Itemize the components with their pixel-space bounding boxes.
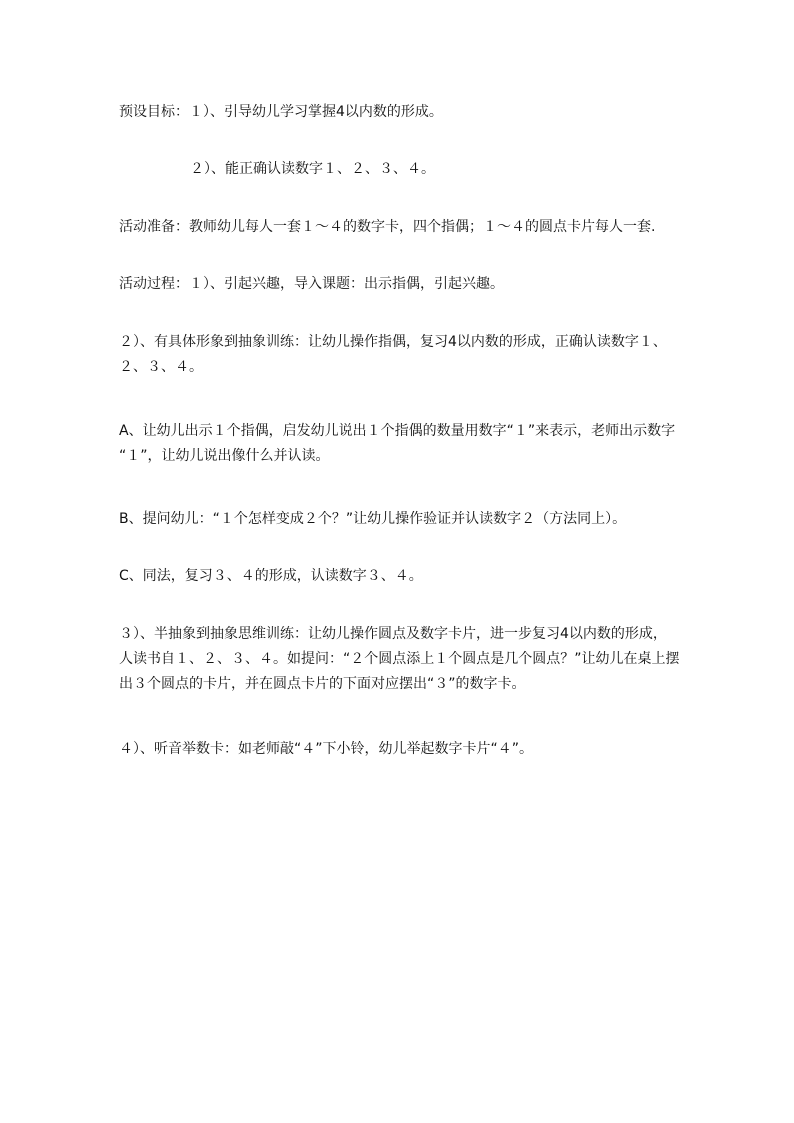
preparation-paragraph: [119, 215, 679, 240]
process-paragraph-4: [119, 737, 679, 762]
text-line: 活动准备：教师幼儿每人一套１～４的数字卡，四个指偶；１～４的圆点卡片每人一套.: [119, 219, 656, 235]
process-paragraph-2: [119, 330, 679, 380]
goal-paragraph-1: [119, 100, 679, 125]
text-line: ４）、听音举数卡：如老师敲“４”下小铃，幼儿举起数字卡片“４”。: [119, 741, 534, 757]
text-line: “１”，让幼儿说出像什么并认读。: [119, 448, 330, 464]
step-b-paragraph: [119, 507, 679, 532]
step-a-paragraph: [119, 419, 679, 469]
text-line: 人读书自１、２、３、４。如提问：“２个圆点添上１个圆点是几个圆点？”让幼儿在桌上摆: [119, 651, 680, 667]
text-line: 出３个圆点的卡片，并在圆点卡片的下面对应摆出“３”的数字卡。: [119, 676, 526, 692]
text-line: B、提问幼儿：“１个怎样变成２个？”让幼儿操作验证并认读数字２（方法同上）。: [119, 511, 627, 527]
goal-paragraph-2: [190, 157, 750, 182]
text-line: ２、３、４。: [119, 359, 203, 375]
text-line: ２）、有具体形象到抽象训练：让幼儿操作指偶，复习4以内数的形成，正确认读数字１、: [119, 334, 667, 350]
text-line: ３）、半抽象到抽象思维训练：让幼儿操作圆点及数字卡片，进一步复习4以内数的形成，: [119, 626, 667, 642]
process-paragraph-1: [119, 272, 679, 297]
step-c-paragraph: [119, 564, 679, 589]
text-line: ２）、能正确认读数字１、２、３、４。: [190, 161, 435, 177]
text-line: 活动过程：１）、引起兴趣，导入课题：出示指偶，引起兴趣。: [119, 276, 504, 292]
text-line: 预设目标：１）、引导幼儿学习掌握4以内数的形成。: [119, 104, 443, 120]
process-paragraph-3: [119, 622, 679, 697]
text-line: A、让幼儿出示１个指偶，启发幼儿说出１个指偶的数量用数字“１”来表示，老师出示数字: [119, 423, 676, 439]
text-line: C、同法，复习３、４的形成，认读数字３、４。: [119, 568, 423, 584]
